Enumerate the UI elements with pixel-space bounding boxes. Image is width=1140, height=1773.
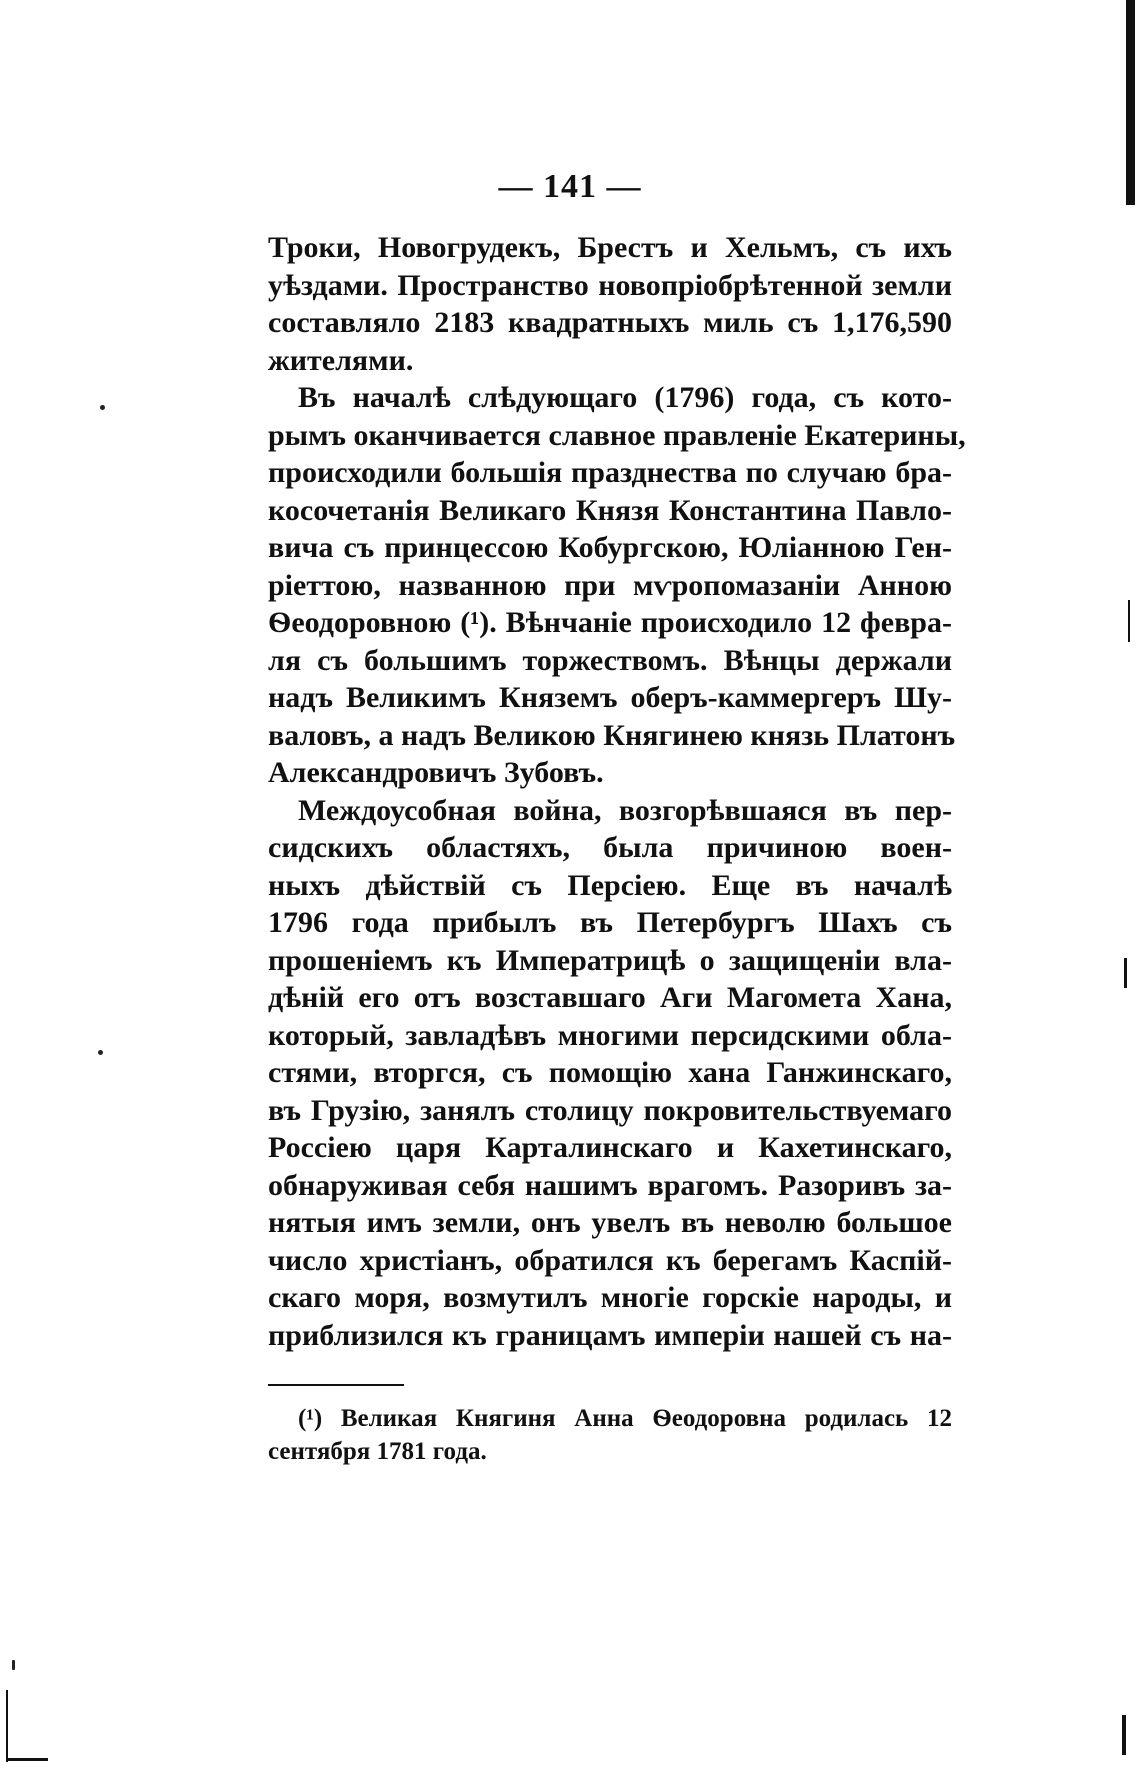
scan-speck — [98, 1050, 103, 1055]
text-line: 1796 года прибылъ въ Петербургъ Шахъ съ — [268, 906, 952, 939]
text-line: дѣній его отъ возставшаго Аги Магомета Хана, — [268, 981, 952, 1014]
text-line: ныхъ дѣйствій съ Персіею. Еще въ началѣ — [268, 868, 952, 902]
footnote-divider — [268, 1384, 404, 1386]
text-line: рымъ оканчивается славное правленіе Екатерины, — [268, 418, 966, 452]
scan-edge-mark — [6, 1690, 8, 1762]
footnote — [268, 1402, 952, 1468]
text-line: въ Грузію, занялъ столицу покровительствуемаго — [268, 1093, 952, 1127]
text-line: сидскихъ областяхъ, была причиною воен- — [268, 831, 952, 864]
text-line: составляло 2183 квадратныхъ миль съ 1,176,590 — [268, 306, 952, 339]
text-line: надъ Великимъ Княземъ оберъ-каммергеръ Шу- — [268, 681, 952, 714]
text-line: стями, вторгся, съ помощію хана Ганжинскаго, — [268, 1056, 952, 1089]
scan-edge-mark — [1122, 1715, 1126, 1755]
text-line: нятыя имъ земли, онъ увелъ въ неволю большое — [268, 1206, 952, 1239]
text-line: число христіанъ, обратился къ берегамъ Каспій- — [268, 1243, 952, 1277]
scan-speck — [12, 1660, 15, 1670]
text-line: приблизился къ границамъ имперіи нашей съ на- — [268, 1318, 952, 1352]
text-line: происходили большія празднества по случаю бра- — [268, 456, 952, 489]
scan-edge-mark — [1124, 958, 1127, 988]
text-line: Междоусобная война, возгорѣвшаяся въ пер- — [298, 793, 952, 827]
text-line: Россіею царя Карталинскаго и Кахетинскаго, — [268, 1131, 952, 1164]
scan-speck — [100, 405, 105, 410]
page-number: — 141 — — [498, 168, 642, 205]
scan-edge-mark — [1128, 600, 1130, 642]
text-line: Въ началѣ слѣдующаго (1796) года, съ кото- — [298, 381, 952, 414]
text-line: косочетанія Великаго Князя Константина Павло- — [268, 493, 952, 527]
footnote-line: (¹) Великая Княгиня Анна Ѳеодоровна родилась 12 — [298, 1405, 952, 1432]
text-line: скаго моря, возмутилъ многіе горскіе народы, и — [268, 1281, 952, 1314]
text-line: ля съ большимъ торжествомъ. Вѣнцы держали — [268, 643, 952, 677]
footnote-line: сентября 1781 года. — [268, 1438, 487, 1465]
text-line: валовъ, а надъ Великою Княгинею князь Платонъ — [268, 718, 956, 752]
text-line: Троки, Новогрудекъ, Брестъ и Хельмъ, съ ихъ — [268, 231, 952, 264]
text-line: обнаруживая себя нашимъ врагомъ. Разоривъ за- — [268, 1168, 952, 1202]
text-line: Ѳеодоровною (¹). Вѣнчаніе происходило 12 февра- — [268, 606, 952, 639]
text-line: жителями. — [268, 343, 414, 377]
text-line: уѣздами. Пространство новопріобрѣтенной земли — [268, 268, 952, 302]
text-line: прошеніемъ къ Императрицѣ о защищеніи вла- — [268, 943, 952, 977]
body-text — [268, 229, 966, 1354]
text-line: который, завладѣвъ многими персидскими обла- — [268, 1018, 952, 1052]
text-line: вича съ принцессою Кобургскою, Юліанною Ген- — [268, 531, 952, 564]
text-line: Александровичъ Зубовъ. — [268, 756, 604, 789]
text-line: ріеттою, названною при мѵропомазаніи Анною — [268, 568, 952, 602]
scan-edge-mark — [6, 1758, 48, 1761]
